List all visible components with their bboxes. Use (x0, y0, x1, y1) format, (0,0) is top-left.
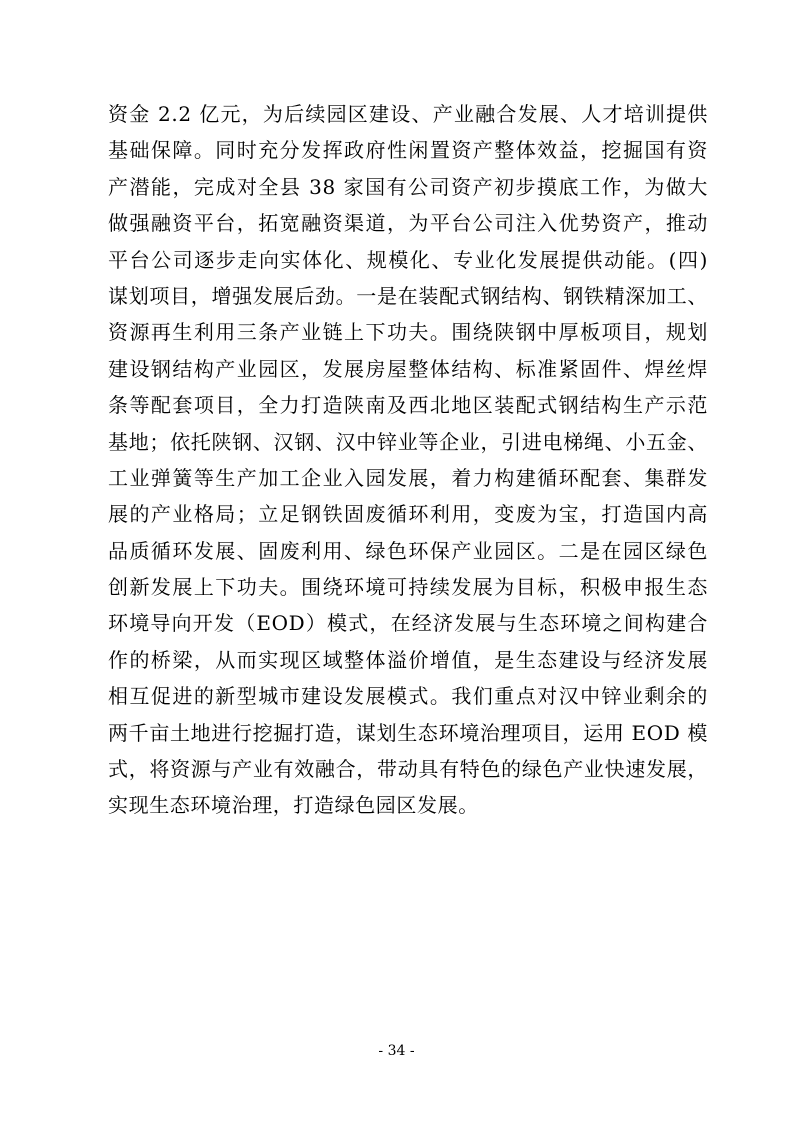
text-line: 资源再生利用三条产业链上下功夫。围绕陕钢中厚板项目，规划 (108, 320, 708, 345)
text-line: 做强融资平台，拓宽融资渠道，为平台公司注入优势资产，推动 (108, 211, 708, 236)
text-line: 式，将资源与产业有效融合，带动具有特色的绿色产业快速发展， (108, 757, 708, 782)
text-line: 谋划项目，增强发展后劲。一是在装配式钢结构、钢铁精深加工、 (108, 283, 708, 308)
text-line: 资金 2.2 亿元，为后续园区建设、产业融合发展、人才培训提供 (108, 102, 708, 126)
text-line: 条等配套项目，全力打造陕南及西北地区装配式钢结构生产示范 (108, 393, 708, 418)
text-line: 建设钢结构产业园区，发展房屋整体结构、标准紧固件、焊丝焊 (108, 356, 708, 381)
text-line: 展的产业格局；立足钢铁固废循环利用，变废为宝，打造国内高 (108, 502, 708, 527)
text-line: 基地；依托陕钢、汉钢、汉中锌业等企业，引进电梯绳、小五金、 (108, 429, 708, 454)
text-line: 实现生态环境治理，打造绿色园区发展。 (108, 793, 479, 818)
text-line: 相互促进的新型城市建设发展模式。我们重点对汉中锌业剩余的 (108, 684, 708, 709)
body-paragraph (108, 96, 708, 824)
text-line: 平台公司逐步走向实体化、规模化、专业化发展提供动能。(四) (108, 247, 708, 272)
text-line: 基础保障。同时充分发挥政府性闲置资产整体效益，挖掘国有资 (108, 138, 708, 163)
text-line: 创新发展上下功夫。围绕环境可持续发展为目标，积极申报生态 (108, 575, 708, 600)
text-line: 环境导向开发（EOD）模式，在经济发展与生态环境之间构建合 (108, 611, 708, 636)
text-line: 两千亩土地进行挖掘打造，谋划生态环境治理项目，运用 EOD 模 (108, 720, 708, 745)
text-line: 工业弹簧等生产加工企业入园发展，着力构建循环配套、集群发 (108, 465, 708, 490)
page-number: - 34 - (378, 1043, 415, 1059)
text-line: 产潜能，完成对全县 38 家国有公司资产初步摸底工作，为做大 (108, 174, 708, 199)
text-line: 作的桥梁，从而实现区域整体溢价增值，是生态建设与经济发展 (108, 647, 708, 672)
text-line: 品质循环发展、固废利用、绿色环保产业园区。二是在园区绿色 (108, 538, 708, 563)
